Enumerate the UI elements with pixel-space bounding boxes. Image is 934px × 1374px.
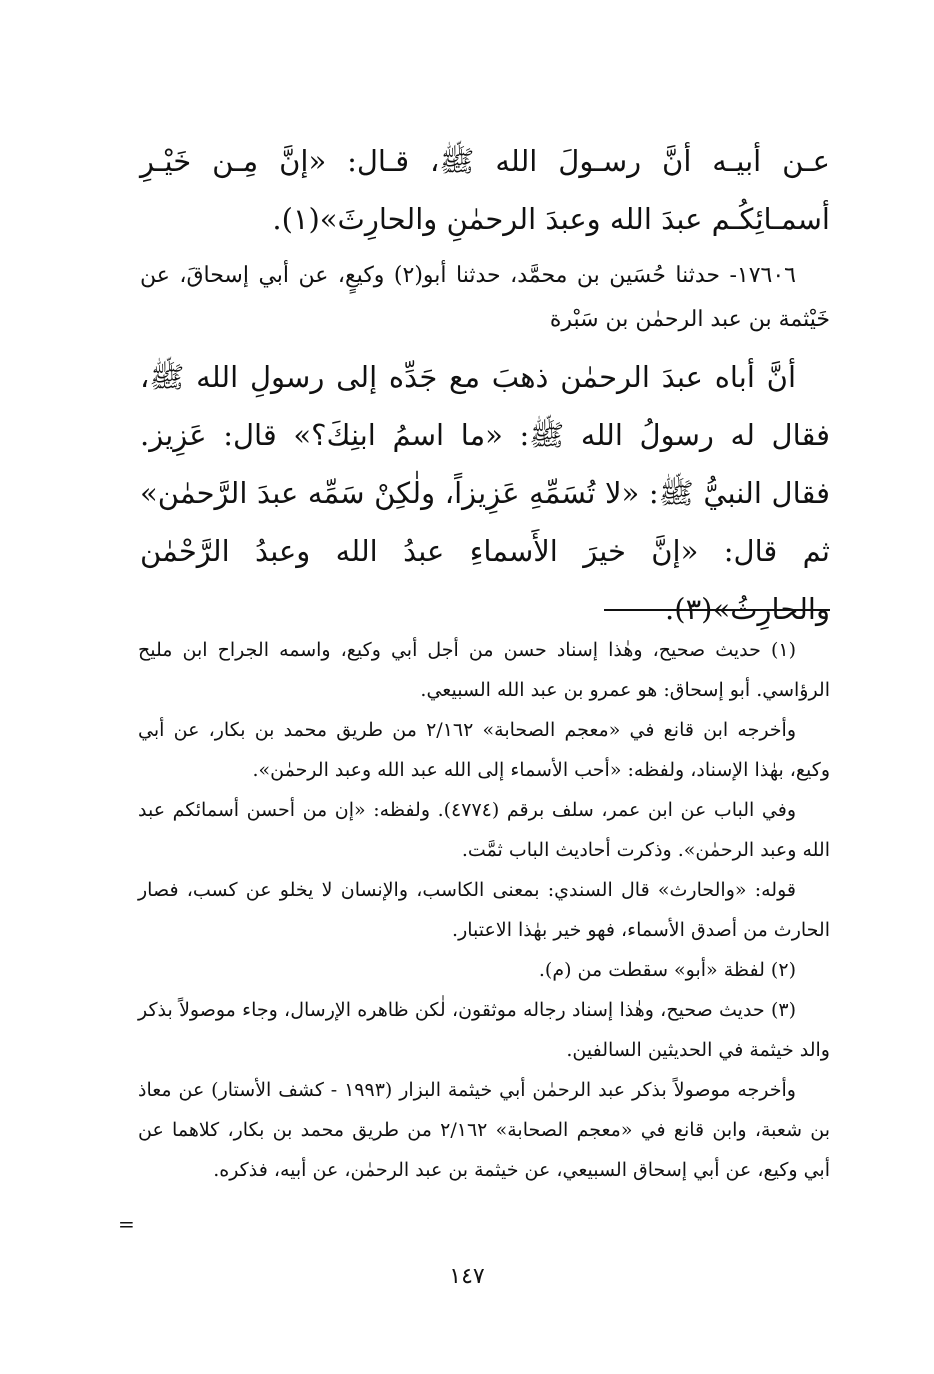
footnote-1-continued-a: وأخرجه ابن قانع في «معجم الصحابة» ٢/١٦٢ من طريق محمد بن بكار، عن أبي وكيع، بهٰذا الإسناد، ولفظه: «أحب الأسماء إلى الله عبد الله وعبد الرحمٰن». bbox=[138, 719, 830, 781]
footnote-1-continued-c: قوله: «والحارث» قال السندي: بمعنى الكاسب، والإنسان لا يخلو عن كسب، فصار الحارث من أصدق الأسماء، فهو خير بهٰذا الاعتبار. bbox=[138, 879, 830, 941]
footnote-1-continued-b: وفي الباب عن ابن عمر، سلف برقم (٤٧٧٤). ولفظه: «إن من أحسن أسمائكم عبد الله وعبد الرحمٰن». وذكرت أحاديث الباب ثمَّت. bbox=[138, 799, 830, 861]
main-paragraph-2: أنَّ أباه عبدَ الرحمٰن ذهبَ مع جَدِّه إلى رسولِ الله ﷺ، فقال له رسولُ الله ﷺ: «ما اسمُ ابنِكَ؟» قال: عَزِيز. فقال النبيُّ ﷺ: «لا تُسَمِّهِ عَزِيزاً، ولٰكِنْ سَمِّه عبدَ الرَّحمٰن» ثم قال: «إنَّ خيرَ الأَسماءِ عبدُ الله وعبدُ الرَّحْمٰن والحارِثُ»(٣). bbox=[140, 360, 830, 626]
footnote-3-continued: وأخرجه موصولاً بذكر عبد الرحمٰن أبي خيثمة البزار (١٩٩٣ - كشف الأستار) عن معاذ بن شعبة، وابن قانع في «معجم الصحابة» ٢/١٦٢ من طريق محمد بن بكار، كلاهما عن أبي وكيع، عن أبي إسحاق السبيعي، عن خيثمة بن عبد الرحمٰن، عن أبيه، فذكره. bbox=[138, 1079, 830, 1181]
footnotes bbox=[138, 630, 830, 1190]
footnote-separator bbox=[604, 609, 830, 611]
footnote-2: (٢) لفظة «أبو» سقطت من (م). bbox=[538, 959, 796, 981]
page-number: ١٤٧ bbox=[449, 1264, 485, 1289]
continuation-mark: = bbox=[118, 1212, 135, 1236]
main-paragraph-1: عـن أبيـه أنَّ رسـولَ الله ﷺ، قـال: «إنَّ مِـن خَيْـرِ أسمـائِكُـم عبدَ الله وعبدَ الرحمٰنِ والحارِثَ»(١). bbox=[140, 144, 830, 236]
hadith-chain-header: ١٧٦٠٦- حدثنا حُسَين بن محمَّد، حدثنا أبو(٢) وكيعٍ، عن أبي إسحاقَ، عن خَيْثمة بن عبد الرحمٰن بن سَبْرة bbox=[140, 263, 830, 332]
footnote-1: (١) حديث صحيح، وهٰذا إسناد حسن من أجل أبي وكيع، واسمه الجراح ابن مليح الرؤاسي. أبو إسحاق: هو عمرو بن عبد الله السبيعي. bbox=[138, 639, 830, 701]
footnote-3: (٣) حديث صحيح، وهٰذا إسناد رجاله موثقون، لٰكن ظاهره الإرسال، وجاء موصولاً بذكر والد خيثمة في الحديثين السالفين. bbox=[138, 999, 830, 1061]
